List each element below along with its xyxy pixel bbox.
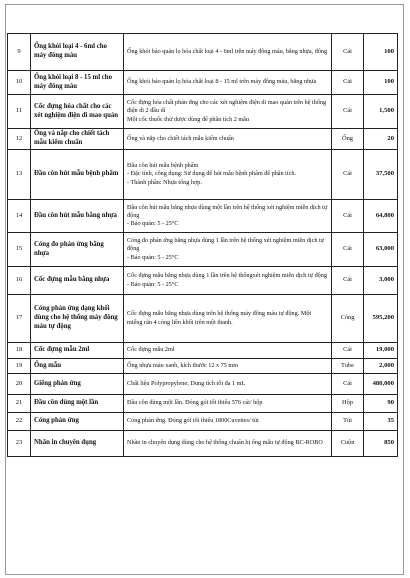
item-price: 595,200	[364, 295, 398, 343]
row-number: 17	[8, 295, 31, 343]
row-number: 10	[8, 71, 31, 95]
item-price: 1,500	[364, 95, 398, 129]
item-unit: Cái	[332, 233, 364, 267]
item-unit: Cuộn	[332, 431, 364, 457]
row-number: 16	[8, 267, 31, 295]
item-unit: Cái	[332, 34, 364, 71]
item-description	[124, 267, 332, 295]
row-number: 18	[8, 343, 31, 359]
item-unit: Cái	[332, 150, 364, 200]
item-unit: Ống	[332, 129, 364, 150]
description-line: Ống khói bảo quản lọ hóa chất loại 4 - 6ml trên máy đông máu, bằng nhựa, đông	[127, 47, 328, 55]
item-description	[124, 129, 332, 150]
item-price: 63,000	[364, 233, 398, 267]
item-description	[124, 359, 332, 374]
item-name: Cóng phản ứng	[31, 413, 124, 431]
description-line: Đầu côn dùng một lần. Đóng gói tối thiểu 576 cái/ hộp	[127, 399, 263, 407]
description-line: Một cốc thuốc thử dược dùng để phân tích 2 mẫu	[127, 115, 250, 123]
table-row	[8, 374, 398, 395]
table-row	[8, 343, 398, 359]
row-number: 21	[8, 395, 31, 413]
row-number: 13	[8, 150, 31, 200]
item-description	[124, 71, 332, 95]
description-line: Cóng đo phản ứng bằng nhựa dùng 1 lần trên hệ thống xét nghiệm miễn dịch tự động	[127, 237, 325, 253]
table-row	[8, 129, 398, 150]
row-number: 11	[8, 95, 31, 129]
item-name: Cốc đựng mẫu 2ml	[31, 343, 124, 359]
item-name: Nhãn in chuyên dụng	[31, 431, 124, 457]
item-unit: Cái	[332, 95, 364, 129]
table-row	[8, 431, 398, 457]
item-price: 3,000	[364, 267, 398, 295]
item-name: Ống mẫu	[31, 359, 124, 374]
item-description	[124, 413, 332, 431]
item-price: 90	[364, 395, 398, 413]
table-row	[8, 295, 398, 343]
description-line: - Bảo quản: 5 - 25°C	[127, 253, 179, 261]
description-line: Cóng phản ứng. Đóng gói tối thiểu 1800Cuvettes/ túi	[127, 417, 259, 425]
item-price: 100	[364, 34, 398, 71]
items-table-body	[8, 34, 398, 457]
item-price: 850	[364, 431, 398, 457]
item-name: Ống khói loại 8 - 15 ml cho máy đông máu	[31, 71, 124, 95]
item-unit: Cái	[332, 374, 364, 395]
item-name: Cốc đựng hóa chất cho các xét nghiệm điện di mao quản	[31, 95, 124, 129]
description-line: Cốc đựng hóa chất phản ứng cho các xét nghiệm điện di mao quản trên hệ thống điện di 2 đầu dí	[127, 99, 327, 115]
row-number: 12	[8, 129, 31, 150]
item-name: Đầu côn hút mẫu bằng nhựa	[31, 200, 124, 233]
item-price: 37,500	[364, 150, 398, 200]
description-line: - Bảo quản: 5 - 25°C	[127, 220, 179, 228]
item-price: 35	[364, 413, 398, 431]
item-unit: Cái	[332, 200, 364, 233]
item-unit: Cái	[332, 267, 364, 295]
item-description	[124, 374, 332, 395]
table-row	[8, 395, 398, 413]
item-description	[124, 431, 332, 457]
item-unit: Cái	[332, 343, 364, 359]
item-price: 100	[364, 71, 398, 95]
row-number: 22	[8, 413, 31, 431]
row-number: 19	[8, 359, 31, 374]
item-description	[124, 150, 332, 200]
item-description	[124, 295, 332, 343]
table-row	[8, 233, 398, 267]
description-line: Cốc đựng mẫu bằng nhựa dùng trên hệ thống máy đông máu tự động. Một miếng rãn 4 cóng liền khối trên một thanh.	[127, 310, 312, 326]
table-row	[8, 267, 398, 295]
table-row	[8, 150, 398, 200]
description-line: - Bảo quản: 5 - 25°C	[127, 280, 179, 288]
item-description	[124, 95, 332, 129]
item-name: Đầu côn hút mẫu bệnh phẩm	[31, 150, 124, 200]
description-line: Ống nhựa màu xanh, kích thước 12 x 75 mm	[127, 361, 239, 369]
table-row	[8, 413, 398, 431]
item-name: Giếng phản ứng	[31, 374, 124, 395]
item-name: Đầu côn dùng một lần	[31, 395, 124, 413]
item-name: Ống khói loại 4 - 6ml cho máy đông máu	[31, 34, 124, 71]
table-row	[8, 34, 398, 71]
item-description	[124, 34, 332, 71]
item-unit: Túi	[332, 413, 364, 431]
table-row	[8, 95, 398, 129]
description-line: - Thành phần: Nhựa tổng hợp.	[127, 178, 202, 186]
table-row	[8, 71, 398, 95]
description-line: Đầu côn hút mẫu bệnh phẩm	[127, 162, 199, 170]
row-number: 9	[8, 34, 31, 71]
row-number: 15	[8, 233, 31, 267]
description-line: Ống và nắp cho chiết tách mẫu kiểm chuẩn	[127, 134, 234, 142]
item-name: Cóng phản ứng dạng khối dùng cho hệ thống máy đông máu tự động	[31, 295, 124, 343]
item-unit: Hộp	[332, 395, 364, 413]
description-line: Nhãn in chuyên dụng dùng cho hệ thống chuẩn bị ống mẫu tự động BC-ROBO	[127, 439, 323, 447]
items-table	[7, 33, 398, 457]
item-price: 20	[364, 129, 398, 150]
item-price: 2,000	[364, 359, 398, 374]
item-description	[124, 233, 332, 267]
item-description	[124, 343, 332, 359]
row-number: 20	[8, 374, 31, 395]
item-name: Cóng đo phản ứng bằng nhựa	[31, 233, 124, 267]
item-unit: Tube	[332, 359, 364, 374]
description-line: Cốc đựng mẫu 2ml	[127, 346, 175, 354]
row-number: 14	[8, 200, 31, 233]
item-name: Ống và nắp cho chiết tách mẫu kiểm chuẩn	[31, 129, 124, 150]
description-line: Ống khói bảo quản lọ hóa chất loại 8 - 15 ml trên máy đông máu, bằng nhựa	[127, 78, 317, 86]
description-line: Chất liệu Polypropylene; Dung tích tối đa 1 mL	[127, 379, 246, 387]
description-line: Đầu côn hút mẫu bằng nhựa dùng một lần trên hệ thống xét nghiệm miễn dịch tự động	[127, 203, 328, 219]
table-row	[8, 200, 398, 233]
table-row	[8, 359, 398, 374]
item-name: Cốc đựng mẫu bằng nhựa	[31, 267, 124, 295]
item-price: 64,800	[364, 200, 398, 233]
item-description	[124, 200, 332, 233]
item-description	[124, 395, 332, 413]
item-unit: Cái	[332, 71, 364, 95]
row-number: 23	[8, 431, 31, 457]
item-price: 480,000	[364, 374, 398, 395]
description-line: Cốc đựng mẫu bằng nhựa dùng 1 lần trên hệ thốngxét nghiệm miễn dịch tự động	[127, 272, 327, 280]
description-line: - Đặc tính, công dụng: Sử dụng để hút mẫu bệnh phẩm để phân tích.	[127, 170, 297, 178]
item-unit: Cóng	[332, 295, 364, 343]
item-price: 19,000	[364, 343, 398, 359]
